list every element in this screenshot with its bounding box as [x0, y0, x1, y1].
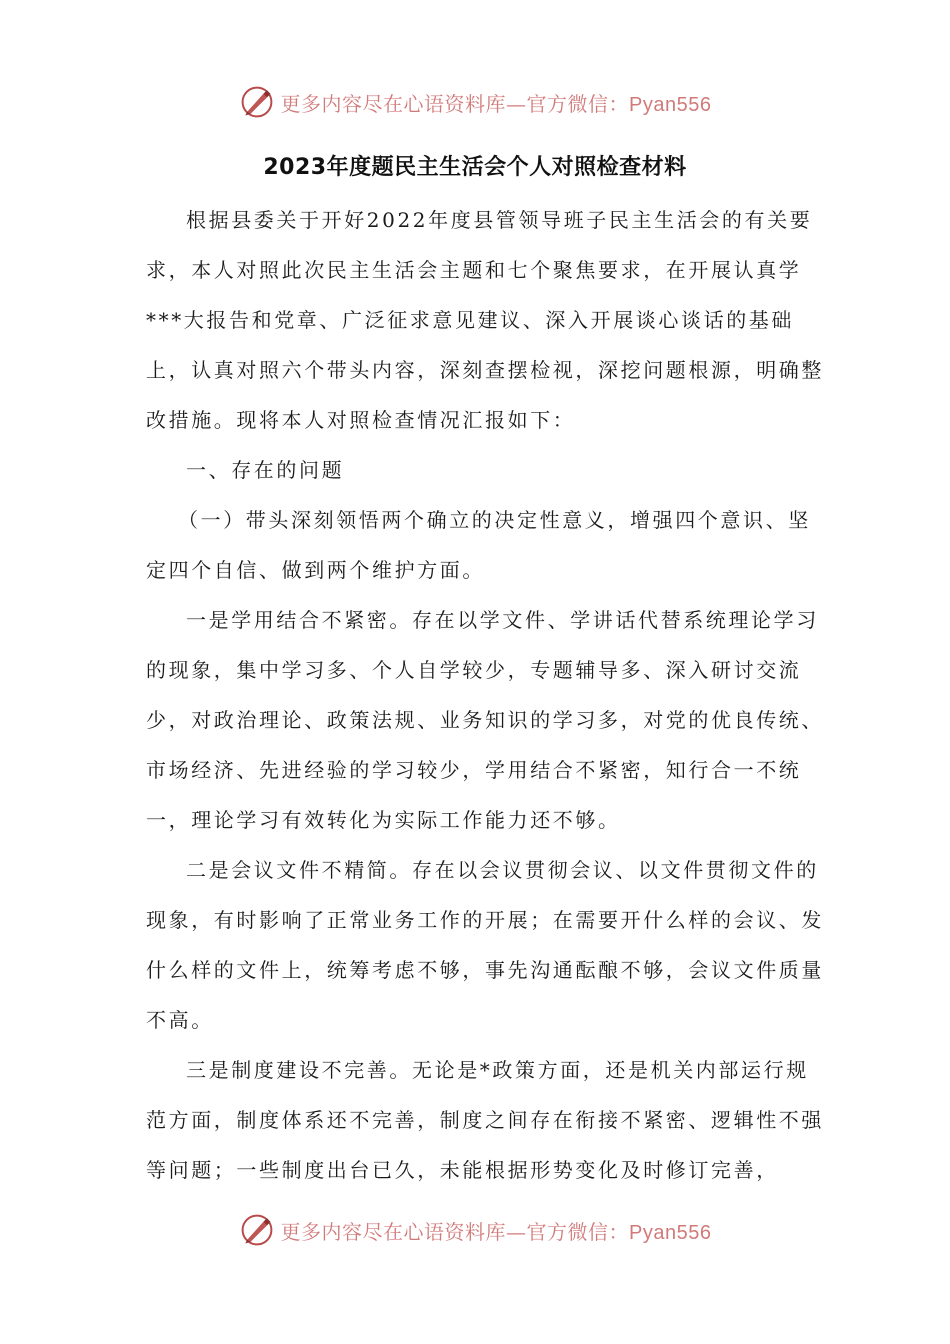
- header-watermark-banner: [0, 82, 950, 122]
- paragraph-item-3: 三是制度建设不完善。无论是*政策方面，还是机关内部运行规范方面，制度体系还不完善，制度之间存在衔接不紧密、逻辑性不强等问题；一些制度出台已久，未能根据形势变化及时修订完善，: [146, 1058, 824, 1182]
- document-body: [146, 195, 826, 1195]
- header-watermark-text: 更多内容尽在心语资料库—官方微信：Pyan556: [280, 91, 712, 116]
- footer-watermark-text: 更多内容尽在心语资料库—官方微信：Pyan556: [280, 1219, 712, 1244]
- paragraph-item-1: 一是学用结合不紧密。存在以学文件、学讲话代替系统理论学习的现象，集中学习多、个人自学较少，专题辅导多、深入研讨交流少，对政治理论、政策法规、业务知识的学习多，对党的优良传统、市场经济、先进经验的学习较少，学用结合不紧密，知行合一不统一，理论学习有效转化为实际工作能力还不够。: [146, 608, 824, 832]
- section-heading-problems: 一、存在的问题: [186, 458, 345, 482]
- paragraph-item-2: 二是会议文件不精简。存在以会议贯彻会议、以文件贯彻文件的现象，有时影响了正常业务工作的开展；在需要开什么样的会议、发什么样的文件上，统筹考虑不够，事先沟通酝酿不够，会议文件质量不高。: [146, 858, 824, 1032]
- header-wechat-id: Pyan556: [629, 93, 712, 116]
- pen-logo-icon: [239, 1212, 275, 1248]
- footer-wechat-id: Pyan556: [629, 1221, 712, 1244]
- pen-logo-icon: [239, 84, 275, 120]
- footer-watermark-banner: [0, 1210, 950, 1250]
- paragraph-intro: 根据县委关于开好2022年度县管领导班子民主生活会的有关要求，本人对照此次民主生活会主题和七个聚焦要求，在开展认真学***大报告和党章、广泛征求意见建议、深入开展谈心谈话的基础上，认真对照六个带头内容，深刻查摆检视，深挖问题根源，明确整改措施。现将本人对照检查情况汇报如下：: [146, 208, 824, 432]
- document-title: 2023年度题民主生活会个人对照检查材料: [263, 155, 687, 180]
- subsection-heading-1: （一）带头深刻领悟两个确立的决定性意义，增强四个意识、坚定四个自信、做到两个维护方面。: [146, 508, 811, 582]
